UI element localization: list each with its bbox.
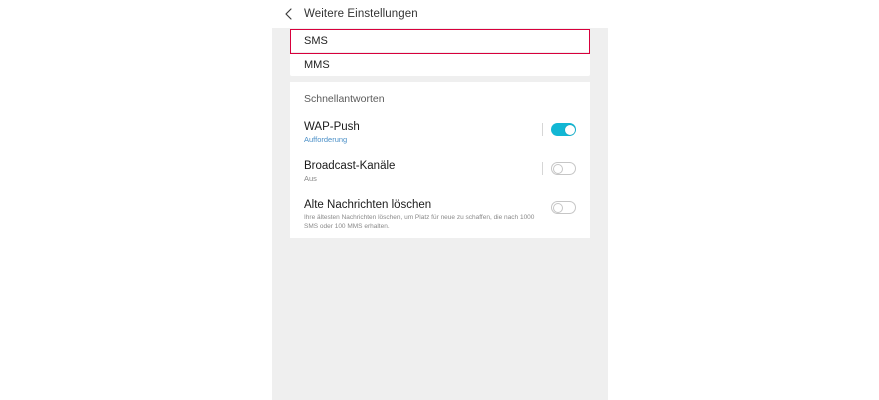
- setting-row-delete-old-messages[interactable]: [290, 191, 590, 238]
- toggle-knob: [553, 164, 563, 174]
- vertical-divider: [542, 162, 543, 175]
- list-item-label: MMS: [304, 58, 330, 71]
- setting-subtitle: Aus: [304, 174, 317, 183]
- list-item-mms[interactable]: [290, 53, 590, 76]
- app-header: [272, 0, 608, 28]
- vertical-divider: [542, 123, 543, 136]
- phone-viewport: [272, 0, 608, 400]
- setting-description: Ihre ältesten Nachrichten löschen, um Platz für neue zu schaffen, die nach 1000 SMS oder 100 MMS erhalten.: [304, 214, 535, 230]
- message-type-card: [290, 29, 590, 76]
- toggle-wap-push[interactable]: [551, 123, 576, 136]
- setting-text: [304, 120, 542, 145]
- quick-replies-card: [290, 82, 590, 238]
- setting-title: WAP-Push: [304, 121, 360, 133]
- setting-row-wap-push[interactable]: [290, 113, 590, 152]
- setting-title: Alte Nachrichten löschen: [304, 199, 432, 211]
- setting-row-broadcast-channels[interactable]: [290, 152, 590, 191]
- list-item-sms[interactable]: [290, 29, 590, 52]
- setting-text: [304, 159, 542, 184]
- toggle-wrap: [542, 120, 576, 136]
- toggle-wrap: [551, 198, 576, 214]
- toggle-delete-old-messages[interactable]: [551, 201, 576, 214]
- section-title: Schnellantworten: [304, 93, 385, 105]
- page-title: Weitere Einstellungen: [304, 8, 418, 20]
- setting-title: Broadcast-Kanäle: [304, 160, 396, 172]
- toggle-knob: [565, 125, 575, 135]
- list-item-label: SMS: [304, 34, 328, 47]
- setting-text: [304, 198, 551, 231]
- toggle-broadcast-channels[interactable]: [551, 162, 576, 175]
- chevron-left-icon[interactable]: [280, 5, 298, 23]
- toggle-wrap: [542, 159, 576, 175]
- setting-subtitle: Aufforderung: [304, 135, 348, 144]
- toggle-knob: [553, 203, 563, 213]
